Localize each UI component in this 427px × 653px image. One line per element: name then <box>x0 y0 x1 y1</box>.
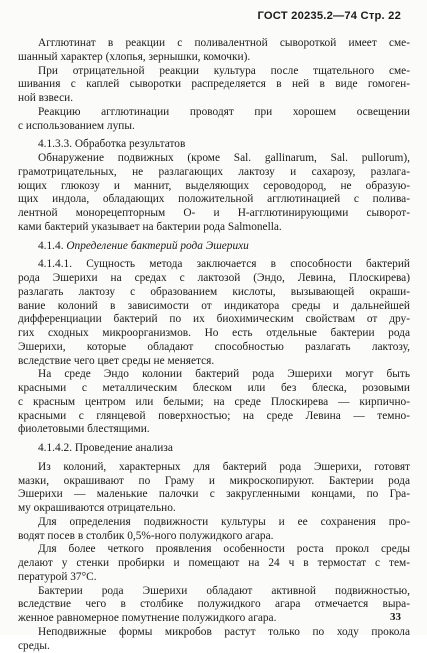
text-line: делают у стенки пробирки и помещают на 24 ч в термостат с тем- <box>18 557 410 571</box>
text-line: 4.1.4.2. Проведение анализа <box>18 442 410 456</box>
text-line: Бактерии рода Эшерихи обладают активной подвижностью, <box>18 585 410 599</box>
text-line: 4.1.3.3. Обработка результатов <box>18 138 410 152</box>
text-line: шивания с каплей сыворотки распределяется в ней в виде гомоген- <box>18 78 410 92</box>
text-line: Эшерихи — маленькие палочки с закругленными концами, по Гра- <box>18 488 410 502</box>
text-line: Из колоний, характерных для бактерий рода Эшерихи, готовят <box>18 461 410 475</box>
text-line: грамотрицательных, не разлагающих лактозу и сахарозу, разлага- <box>18 166 410 180</box>
text-line: му окрашиваются отрицательно. <box>18 502 410 516</box>
text-line: шанный характер (хлопья, зернышки, комочки). <box>18 51 410 65</box>
text-line: разлагать лактозу с образованием кислоты, вызывающей окраши- <box>18 286 410 300</box>
text-line: ной взвеси. <box>18 92 410 106</box>
text-line: лентной монорецепторным О- и Н-агглютинирующими сыворот- <box>18 207 410 221</box>
text-line: Агглютинат в реакции с поливалентной сывороткой имеет сме- <box>18 37 410 51</box>
text-line: 4.1.4. Определение бактерий рода Эшерихи <box>18 240 410 254</box>
body-text <box>18 37 410 653</box>
text-line: Для более четкого проявления особенности роста прокол среды <box>18 543 410 557</box>
page-number: 33 <box>390 611 401 623</box>
text-line: красными с глянцевой поверхностью; на среде Левина — темно- <box>18 410 410 424</box>
text-line: ками бактерий указывает на бактерии рода Salmonella. <box>18 221 410 235</box>
text-line: 4.1.4.1. Сущность метода заключается в способности бактерий <box>18 258 410 272</box>
text-line: Для определения подвижности культуры и ее сохранения про- <box>18 516 410 530</box>
text-line: фиолетовыми блестящими. <box>18 423 410 437</box>
text-line: Обнаружение подвижных (кроме Sal. gallinarum, Sal. pullorum), <box>18 152 410 166</box>
text-line: Эшерихи, которые обладают способностью разлагать лактозу, <box>18 341 410 355</box>
text-line: На среде Эндо колонии бактерий рода Эшерихи могут быть <box>18 368 410 382</box>
text-line: вание колоний в зависимости от индикатора среды и дальнейшей <box>18 300 410 314</box>
text-line: дифференциации бактерий по их биохимическим свойствам от дру- <box>18 313 410 327</box>
text-line: красными с металлическим блеском или без блеска, розовыми <box>18 382 410 396</box>
text-line: При отрицательной реакции культура после тщательного сме- <box>18 65 410 79</box>
page-header: ГОСТ 20235.2—74 Стр. 22 <box>258 10 401 22</box>
text-line: щих индола, обладающих положительной агглютинацией с полива- <box>18 193 410 207</box>
text-line: вследствие чего в столбике полужидкого агара отмечается выра- <box>18 598 410 612</box>
text-line: Неподвижные формы микробов растут только по ходу прокола <box>18 626 410 640</box>
text-line: вследствие чего цвет среды не меняется. <box>18 355 410 369</box>
text-line: водят посев в столбик 0,5%-ного полужидкого агара. <box>18 530 410 544</box>
text-line: рода Эшерихи на средах с лактозой (Эндо, Левина, Плоскирева) <box>18 272 410 286</box>
text-line: с красным центром или белыми; на среде Плоскирева — кирпично- <box>18 396 410 410</box>
text-line: мазки, окрашивают по Граму и микроскопируют. Бактерии рода <box>18 475 410 489</box>
text-line: среды. <box>18 640 410 653</box>
text-line: пературой 37°С. <box>18 571 410 585</box>
text-line: с использованием лупы. <box>18 120 410 134</box>
text-line: Реакцию агглютинации проводят при хорошем освещении <box>18 106 410 120</box>
text-line: женное равномерное помутнение полужидкого агара. <box>18 612 410 626</box>
text-line: ющих глюкозу и маннит, выделяющих сероводород, не образую- <box>18 180 410 194</box>
text-line: гих сходных микроорганизмов. Но есть отдельные бактерии рода <box>18 327 410 341</box>
